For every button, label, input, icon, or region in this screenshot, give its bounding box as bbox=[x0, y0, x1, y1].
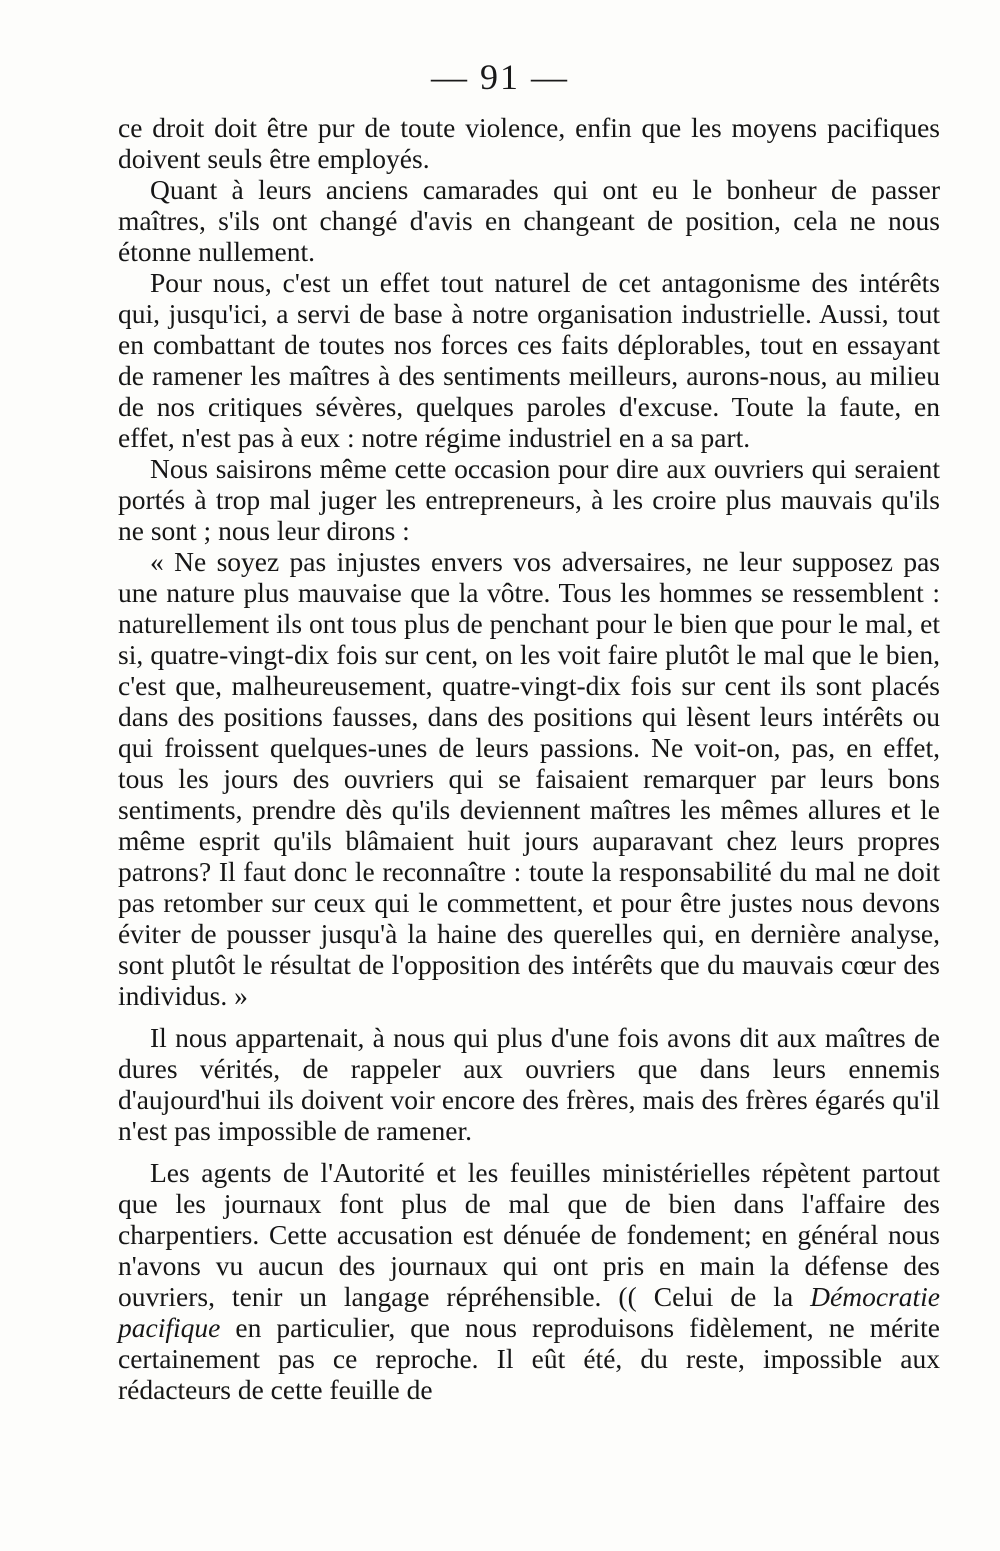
paragraph-text: en particulier, que nous reproduisons fidèlement, ne mérite certainement pas ce reproche. Il eût été, du reste, impossible aux rédacteurs de cette feuille de bbox=[118, 1312, 940, 1405]
paragraph: Quant à leurs anciens camarades qui ont eu le bonheur de passer maîtres, s'ils ont changé d'avis en changeant de position, cela ne nous étonne nullement. bbox=[118, 174, 940, 267]
paragraph: Il nous appartenait, à nous qui plus d'une fois avons dit aux maîtres de dures vérités, de rappeler aux ouvriers que dans leurs ennemis d'aujourd'hui ils doivent voir encore des frères, mais des frères égarés qu'il n'est pas impossible de ramener. bbox=[118, 1022, 940, 1146]
paragraph-continuation: ce droit doit être pur de toute violence, enfin que les moyens pacifiques doivent seuls être employés. bbox=[118, 112, 940, 174]
quotation-paragraph: « Ne soyez pas injustes envers vos adversaires, ne leur supposez pas une nature plus mauvaise que la vôtre. Tous les hommes se ressemblent : naturellement ils ont tous plus de penchant pour le bien que pour le mal, et si, quatre-vingt-dix fois sur cent, on les voit faire plutôt le mal que le bien, c'est que, malheureusement, quatre-vingt-dix fois sur cent ils sont placés dans des positions fausses, dans des positions qui lèsent leurs intérêts ou qui froissent quelques-unes de leurs passions. Ne voit-on, pas, en effet, tous les jours des ouvriers qui se faisaient remarquer par leurs bons sentiments, prendre dès qu'ils deviennent maîtres les mêmes allures et le même esprit qu'ils blâmaient huit jours auparavant chez leurs propres patrons? Il faut donc le reconnaître : toute la responsabilité du mal ne doit pas retomber sur ceux qui le commettent, et pour être justes nous devons éviter de pousser jusqu'à la haine des querelles qui, en dernière analyse, sont plutôt le résultat de l'opposition des intérêts que du mauvais cœur des individus. » bbox=[118, 546, 940, 1011]
body-text bbox=[118, 112, 940, 1405]
page-number: — 91 — bbox=[431, 57, 569, 97]
paragraph: Pour nous, c'est un effet tout naturel de cet antagonisme des intérêts qui, jusqu'ici, a servi de base à notre organisation industrielle. Aussi, tout en combattant de toutes nos forces ces faits déplorables, tout en essayant de ramener les maîtres à des sentiments meilleurs, aurons-nous, au milieu de nos critiques sévères, quelques paroles d'excuse. Toute la faute, en effet, n'est pas à eux : notre régime industriel en a sa part. bbox=[118, 267, 940, 453]
paragraph-last bbox=[118, 1157, 940, 1405]
paragraph-text: Les agents de l'Autorité et les feuilles ministérielles répètent partout que les journaux font plus de mal que de bien dans l'affaire des charpentiers. Cette accusation est dénuée de fondement; en général nous n'avons vu aucun des journaux qui ont pris en main la défense des ouvriers, tenir un langage répréhensible. (( Celui de la bbox=[118, 1157, 940, 1312]
paragraph: Nous saisirons même cette occasion pour dire aux ouvriers qui seraient portés à trop mal juger les entrepreneurs, à les croire plus mauvais qu'ils ne sont ; nous leur dirons : bbox=[118, 453, 940, 546]
newspaper-title: Démocratie pacifique bbox=[118, 1281, 940, 1343]
